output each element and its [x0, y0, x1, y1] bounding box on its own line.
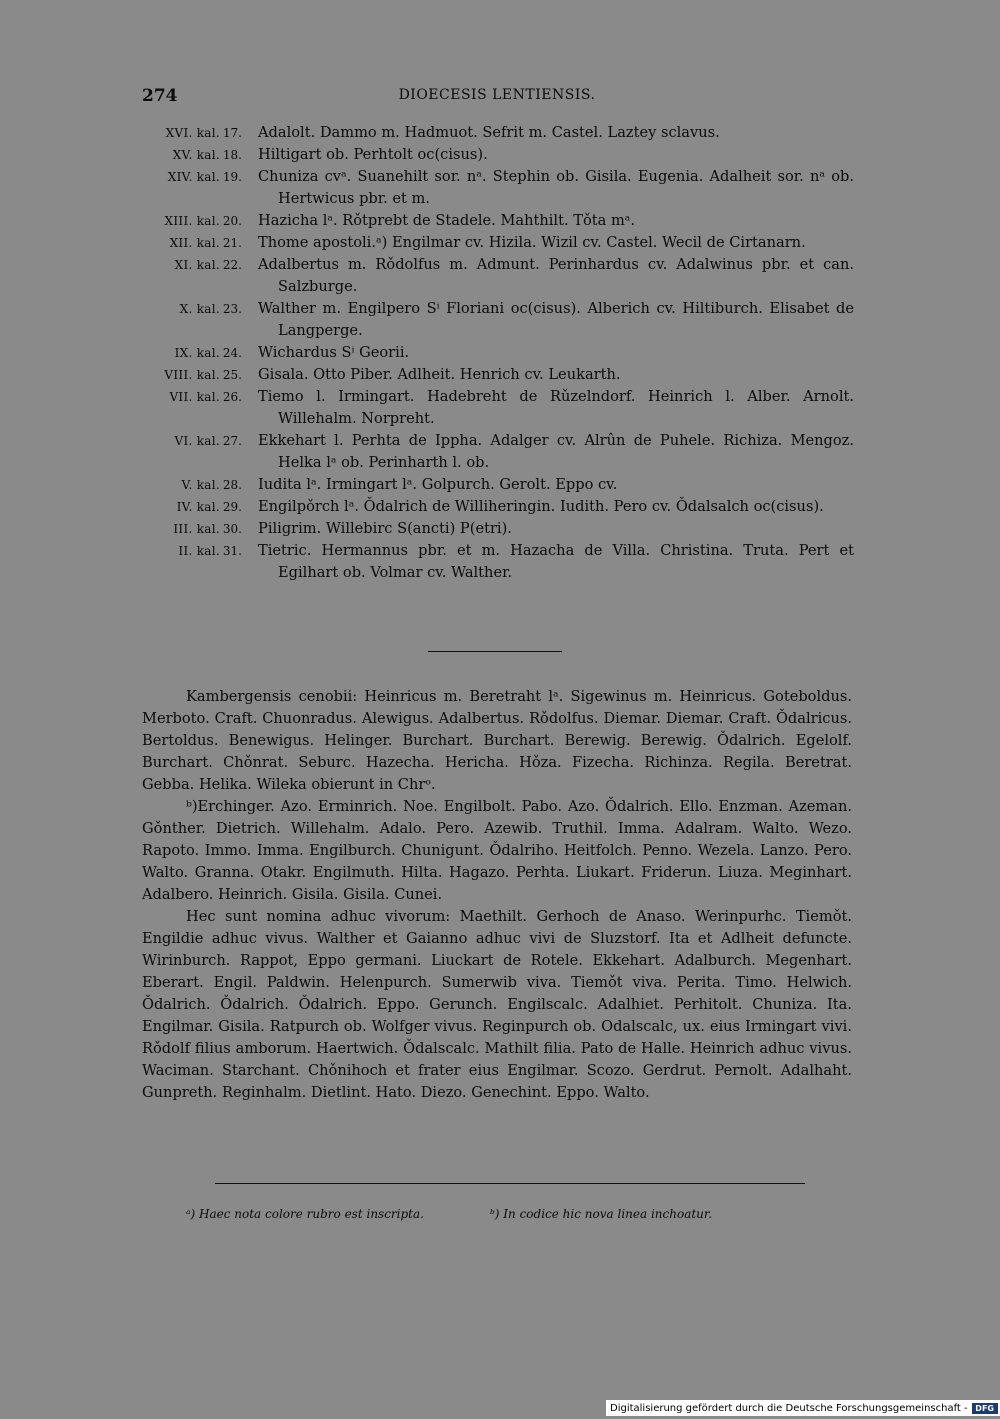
entry-kalend: XII. kal. [169, 236, 220, 250]
entry-day: 17. [222, 126, 242, 140]
entry-kalend: VII. kal. [169, 390, 220, 404]
calendar-entry [142, 298, 854, 342]
entry-kalend: XVI. kal. [165, 126, 220, 140]
calendar-entry [142, 430, 854, 474]
footnote-rule [215, 1183, 805, 1184]
entry-day: 27. [222, 434, 242, 448]
entry-kalend: X. kal. [179, 302, 220, 316]
entry-text: Chuniza cvᵃ. Suanehilt sor. nᵃ. Stephin ob. Gisila. Eugenia. Adalheit sor. nᵃ ob. Hertwicus pbr. et m. [258, 168, 854, 207]
calendar-entry [142, 518, 854, 540]
calendar-entry [142, 342, 854, 364]
entry-day: 21. [222, 236, 242, 250]
entry-kalend: XI. kal. [174, 258, 220, 272]
entry-kalend: XV. kal. [172, 148, 220, 162]
necrology-entries [142, 122, 854, 584]
page-number: 274 [142, 86, 178, 106]
entry-day: 22. [222, 258, 242, 272]
entry-day: 28. [222, 478, 242, 492]
entry-kalend: II. kal. [178, 544, 220, 558]
footnote-a: ᵃ) Haec nota colore rubro est inscripta. [186, 1207, 424, 1221]
calendar-entry [142, 166, 854, 210]
paragraph-vivorum: Hec sunt nomina adhuc vivorum: Maethilt. Gerhoch de Anaso. Werinpurhc. Tiemǒt. Engildie adhuc vivus. Walther et Gaianno adhuc vivi de Sluzstorf. Ita et Adlheit defuncte. Wirinburch. Rappot, Eppo germani. Liuckart de Rotele. Ekkehart. Adalburch. Megenhart. Eberart. Engil. Paldwin. Helenpurch. Sumerwib viva. Tiemǒt viva. Perita. Timo. Helwich. Ǒdalrich. Ǒdalrich. Ǒdalrich. Eppo. Gerunch. Engilscalc. Adalhiet. Perhitolt. Chuniza. Ita. Engilmar. Gisila. Ratpurch ob. Wolfger vivus. Reginpurch ob. Odalscalc, ux. eius Irmingart vivi. Rǒdolf filius amborum. Haertwich. Ǒdalscalc. Mathilt filia. Pato de Halle. Heinrich adhuc vivus. Waciman. Starchant. Chǒnihoch et frater eius Engilmar. Scozo. Gerdrut. Pernolt. Adalhaht. Gunpreth. Reginhalm. Dietlint. Hato. Diezo. Genechint. Eppo. Walto. [142, 908, 852, 1101]
dfg-notice: Digitalisierung gefördert durch die Deutsche Forschungsgemeinschaft - [610, 1402, 968, 1414]
calendar-entry [142, 474, 854, 496]
section-divider [428, 651, 562, 652]
entry-day: 31. [222, 544, 242, 558]
entry-day: 29. [222, 500, 242, 514]
calendar-entry [142, 364, 854, 386]
entry-text: Adalbertus m. Rǒdolfus m. Admunt. Perinhardus cv. Adalwinus pbr. et can. Salzburge. [258, 256, 854, 295]
entry-kalend: IX. kal. [174, 346, 220, 360]
entry-day: 24. [222, 346, 242, 360]
entry-day: 23. [222, 302, 242, 316]
entry-text: Ekkehart l. Perhta de Ippha. Adalger cv. Alrûn de Puhele. Richiza. Mengoz. Helka lᵃ ob. Perinharth l. ob. [258, 432, 854, 471]
calendar-entry [142, 540, 854, 584]
entry-day: 25. [222, 368, 242, 382]
entry-text: Hazicha lᵃ. Rǒtprebt de Stadele. Mahthilt. Tǒta mᵃ. [258, 212, 636, 229]
dfg-logo-text: DFG [975, 1403, 994, 1413]
entry-text: Tiemo l. Irmingart. Hadebreht de Rǔzelndorf. Heinrich l. Alber. Arnolt. Willehalm. Norpreht. [258, 388, 854, 427]
paragraph-erchinger: ᵇ)Erchinger. Azo. Erminrich. Noe. Engilbolt. Pabo. Azo. Ǒdalrich. Ello. Enzman. Azeman. Gǒnther. Dietrich. Willehalm. Adalo. Pero. Azewib. Truthil. Imma. Adalram. Walto. Wezo. Rapoto. Immo. Imma. Engilburch. Chunigunt. Ǒdalriho. Heitfolch. Penno. Wezela. Lanzo. Pero. Walto. Granna. Otakr. Engilmuth. Hilta. Hagazo. Perhta. Liukart. Friderun. Liuza. Meginhart. Adalbero. Heinrich. Gisila. Gisila. Cunei. [142, 798, 852, 903]
body-text [142, 686, 852, 1104]
entry-text: Engilpǒrch lᵃ. Ǒdalrich de Williheringin. Iudith. Pero cv. Ǒdalsalch oc(cisus). [258, 498, 824, 515]
entry-day: 30. [222, 522, 242, 536]
entry-text: Gisala. Otto Piber. Adlheit. Henrich cv. Leukarth. [258, 366, 621, 383]
entry-text: Tietric. Hermannus pbr. et m. Hazacha de Villa. Christina. Truta. Pert et Egilhart ob. Volmar cv. Walther. [258, 542, 854, 581]
entry-day: 20. [222, 214, 242, 228]
dfg-notice-bar [606, 1400, 1000, 1416]
entry-kalend: VIII. kal. [164, 368, 220, 382]
entry-day: 19. [222, 170, 242, 184]
calendar-entry [142, 210, 854, 232]
running-title: DIOECESIS LENTIENSIS. [398, 87, 596, 103]
entry-kalend: V. kal. [181, 478, 220, 492]
calendar-entry [142, 496, 854, 518]
footnote-b: ᵇ) In codice hic nova linea inchoatur. [490, 1207, 713, 1221]
entry-day: 26. [222, 390, 242, 404]
paragraph-kambergensis: Kambergensis cenobii: Heinricus m. Beretraht lᵃ. Sigewinus m. Heinricus. Goteboldus. Merboto. Craft. Chuonradus. Alewigus. Adalbertus. Rǒdolfus. Diemar. Diemar. Craft. Ǒdalricus. Bertoldus. Benewigus. Helinger. Burchart. Burchart. Berewig. Berewig. Ǒdalrich. Egelolf. Burchart. Chǒnrat. Seburc. Hazecha. Hericha. Hǒza. Fizecha. Richinza. Regila. Beretrat. Gebba. Helika. Wileka obierunt in Chrᵒ. [142, 688, 852, 793]
calendar-entry [142, 144, 854, 166]
entry-text: Thome apostoli.ᵃ) Engilmar cv. Hizila. Wizil cv. Castel. Wecil de Cirtanarn. [258, 234, 806, 251]
entry-text: Wichardus Sⁱ Georii. [258, 344, 410, 361]
page-header [142, 86, 852, 108]
calendar-entry [142, 254, 854, 298]
entry-kalend: XIV. kal. [167, 170, 220, 184]
entry-kalend: XIII. kal. [164, 214, 220, 228]
entry-text: Adalolt. Dammo m. Hadmuot. Sefrit m. Castel. Laztey sclavus. [258, 124, 720, 141]
calendar-entry [142, 122, 854, 144]
entry-text: Walther m. Engilpero Sⁱ Floriani oc(cisus). Alberich cv. Hiltiburch. Elisabet de Langperge. [258, 300, 854, 339]
entry-text: Piligrim. Willebirc S(ancti) P(etri). [258, 520, 512, 537]
entry-text: Hiltigart ob. Perhtolt oc(cisus). [258, 146, 488, 163]
calendar-entry [142, 386, 854, 430]
entry-text: Iudita lᵃ. Irmingart lᵃ. Golpurch. Gerolt. Eppo cv. [258, 476, 618, 493]
entry-day: 18. [222, 148, 242, 162]
dfg-logo-icon [972, 1403, 998, 1414]
entry-kalend: VI. kal. [174, 434, 220, 448]
calendar-entry [142, 232, 854, 254]
entry-kalend: IV. kal. [176, 500, 220, 514]
entry-kalend: III. kal. [173, 522, 220, 536]
